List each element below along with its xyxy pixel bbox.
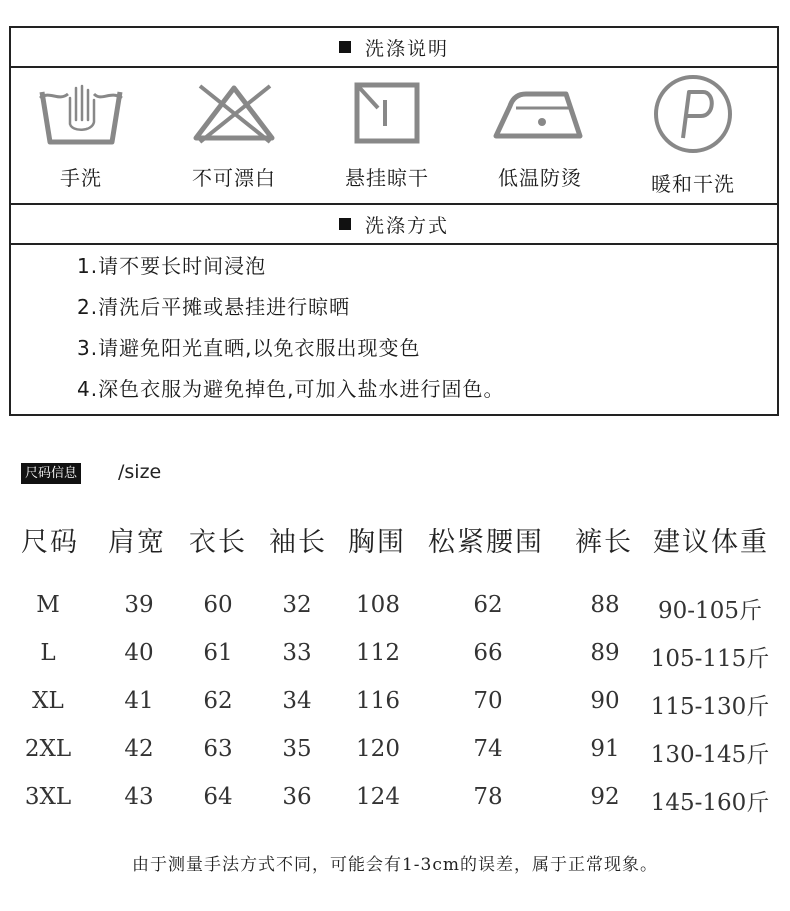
table-cell: 2XL [24,736,72,762]
table-row [0,736,790,766]
care-section-header [11,28,777,66]
table-cell: 33 [282,640,312,666]
table-cell: 62 [203,688,233,714]
care-label-hand-wash: 手洗 [60,166,102,190]
column-header: 袖长 [269,527,327,558]
list-item: 4.深色衣服为避免掉色,可加入盐水进行固色。 [77,377,505,401]
table-row [0,592,790,622]
table-cell: 112 [356,640,400,666]
care-label-no-bleach: 不可漂白 [192,166,276,190]
wash-method-list [77,246,504,410]
table-cell: 36 [282,784,312,810]
table-cell: M [36,592,60,618]
care-item-hang-dry [322,68,452,203]
table-cell: L [40,640,56,666]
care-item-hand-wash [16,68,146,203]
method-section-title: 洗涤方式 [364,214,449,237]
table-cell: 74 [473,736,503,762]
list-item: 1.请不要长时间浸泡 [77,254,267,278]
table-cell: 116 [356,688,400,714]
table-cell: 35 [282,736,312,762]
table-cell: 34 [282,688,312,714]
table-row [0,688,790,718]
low-iron-icon [490,80,590,146]
size-info-subtitle: /size [118,461,162,483]
table-cell: 60 [203,592,233,618]
table-cell: 32 [282,592,312,618]
column-header: 裤长 [575,527,633,558]
column-header: 建议体重 [653,527,769,558]
table-cell: 120 [356,736,400,762]
column-header: 胸围 [348,527,406,558]
care-label-dry-clean: 暖和干洗 [651,172,735,196]
column-header: 肩宽 [108,527,166,558]
measurement-note: 由于测量手法方式不同，可能会有1-3cm的误差，属于正常现象。 [131,855,659,875]
care-label-low-iron: 低温防烫 [498,166,582,190]
care-icons-row [11,68,777,203]
list-item: 3.请避免阳光直晒,以免衣服出现变色 [77,336,421,360]
table-cell: 91 [590,736,620,762]
no-bleach-icon [186,80,282,146]
divider [11,243,777,245]
table-cell: 3XL [24,784,72,810]
care-item-dry-clean [628,68,758,203]
table-cell: 66 [473,640,503,666]
care-label-hang-dry: 悬挂晾干 [345,166,429,190]
care-item-low-iron [475,68,605,203]
column-header: 衣长 [189,527,247,558]
table-cell: 61 [203,640,233,666]
table-cell: 90-105斤 [658,598,762,624]
table-row [0,784,790,814]
table-cell: 62 [473,592,503,618]
table-cell: 108 [356,592,400,618]
table-cell: XL [32,688,64,714]
table-cell: 124 [356,784,400,810]
table-cell: 70 [473,688,503,714]
table-cell: 41 [124,688,154,714]
table-cell: 64 [203,784,233,810]
table-cell: 115-130斤 [650,694,770,720]
table-cell: 145-160斤 [650,790,770,816]
list-item: 2.清洗后平摊或悬挂进行晾晒 [77,295,351,319]
table-row [0,640,790,670]
table-cell: 78 [473,784,503,810]
table-cell: 88 [590,592,620,618]
care-item-no-bleach [169,68,299,203]
table-cell: 43 [124,784,154,810]
table-cell: 90 [590,688,620,714]
care-instructions-box [9,26,779,416]
table-cell: 39 [124,592,154,618]
table-cell: 89 [590,640,620,666]
hang-dry-icon [352,80,422,146]
table-cell: 92 [590,784,620,810]
square-bullet-icon [339,218,351,230]
square-bullet-icon [339,41,351,53]
table-cell: 63 [203,736,233,762]
method-section-header [11,205,777,243]
dry-clean-p-icon [651,72,735,156]
column-header: 尺码 [21,527,79,558]
table-cell: 105-115斤 [650,646,770,672]
table-cell: 40 [124,640,154,666]
column-header: 松紧腰围 [428,527,544,558]
table-cell: 42 [124,736,154,762]
care-section-title: 洗涤说明 [364,37,449,60]
table-cell: 130-145斤 [650,742,770,768]
size-info-tag: 尺码信息 [21,463,81,484]
hand-wash-icon [36,80,126,150]
